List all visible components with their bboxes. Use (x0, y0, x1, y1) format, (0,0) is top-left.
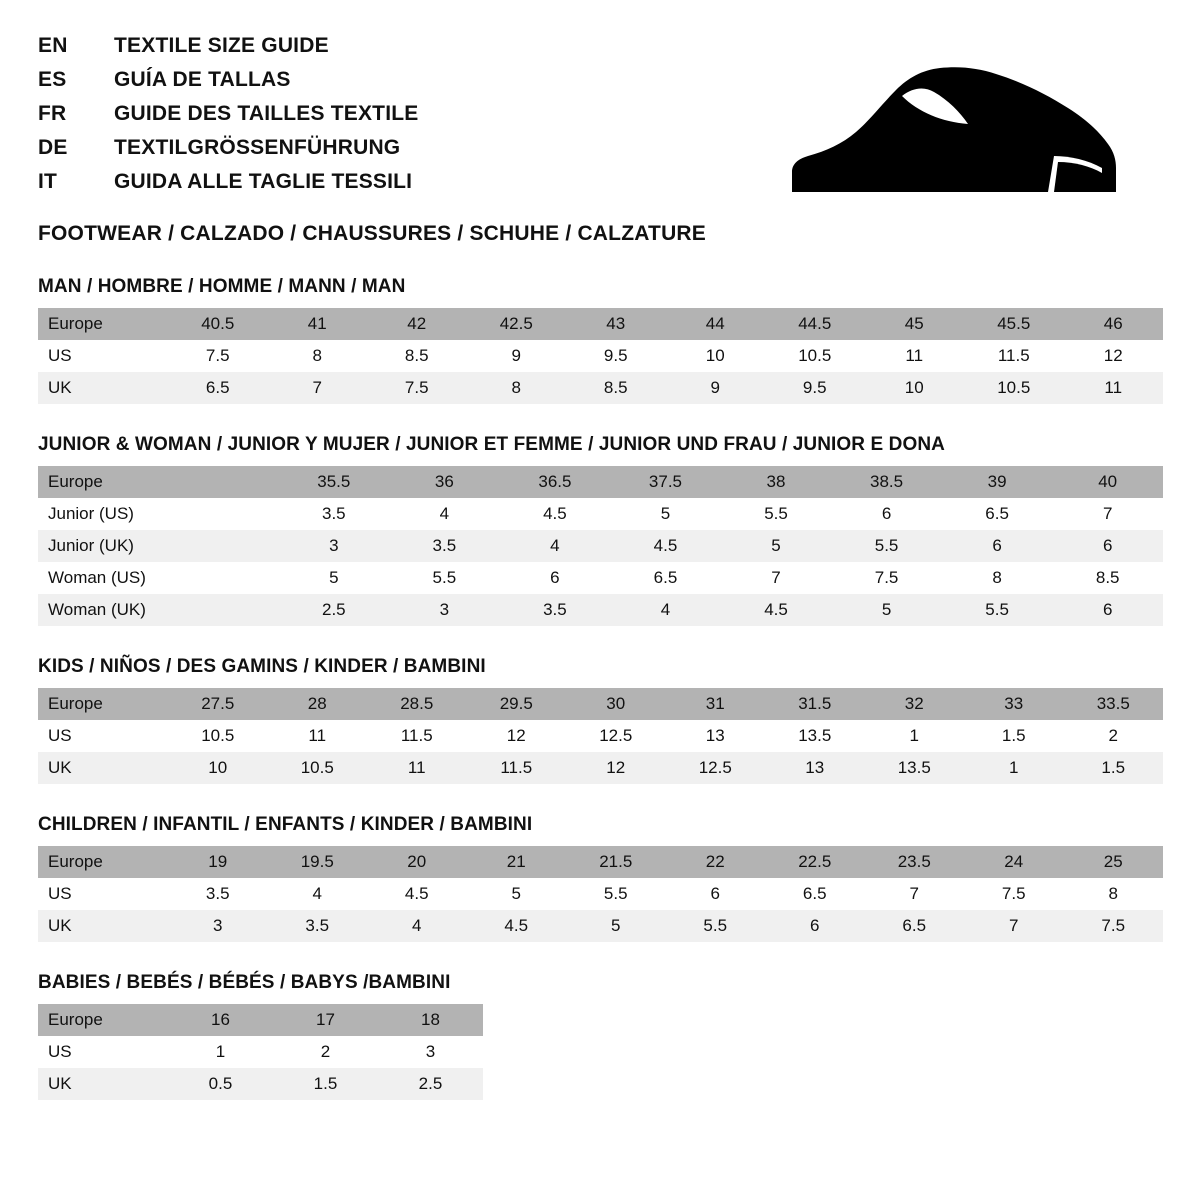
cell: 5.5 (566, 878, 666, 910)
cell: 6.5 (168, 372, 268, 404)
cell: 9 (467, 340, 567, 372)
cell: 4 (268, 878, 368, 910)
cell: 36.5 (500, 466, 611, 498)
cell: 39 (942, 466, 1053, 498)
cell: 12.5 (666, 752, 766, 784)
language-title-list (38, 34, 418, 204)
row-label: Woman (UK) (38, 594, 168, 626)
cell: 9.5 (566, 340, 666, 372)
cell: 7.5 (168, 340, 268, 372)
table-row (38, 878, 1163, 910)
cell: 45 (865, 308, 965, 340)
cell: 17 (273, 1004, 378, 1036)
language-row-de (38, 136, 418, 170)
cell: 43 (566, 308, 666, 340)
row-label: UK (38, 1068, 168, 1100)
cell: 22.5 (765, 846, 865, 878)
cell: 3 (378, 1036, 483, 1068)
cell: 24 (964, 846, 1064, 878)
cell: 44.5 (765, 308, 865, 340)
cell: 4.5 (721, 594, 832, 626)
language-code: EN (38, 34, 68, 57)
cell: 5.5 (666, 910, 766, 942)
language-row-en (38, 34, 418, 68)
cell: 10.5 (964, 372, 1064, 404)
language-code: DE (38, 136, 68, 159)
cell (168, 466, 279, 498)
cell (168, 562, 279, 594)
cell: 7.5 (831, 562, 942, 594)
cell: 40.5 (168, 308, 268, 340)
cell: 3.5 (168, 878, 268, 910)
cell: 5.5 (942, 594, 1053, 626)
cell: 8 (268, 340, 368, 372)
cell: 7.5 (964, 878, 1064, 910)
cell: 13.5 (765, 720, 865, 752)
cell: 5 (566, 910, 666, 942)
cell: 38 (721, 466, 832, 498)
cell: 10.5 (168, 720, 268, 752)
table-row (38, 530, 1163, 562)
cell: 3.5 (279, 498, 390, 530)
cell: 20 (367, 846, 467, 878)
table-row (38, 688, 1163, 720)
row-label: Europe (38, 466, 168, 498)
language-row-es (38, 68, 418, 102)
cell: 6 (1052, 530, 1163, 562)
cell: 7 (721, 562, 832, 594)
cell: 33.5 (1064, 688, 1164, 720)
group-title: MAN / HOMBRE / HOMME / MANN / MAN (38, 276, 406, 297)
group-title: JUNIOR & WOMAN / JUNIOR Y MUJER / JUNIOR ET FEMME / JUNIOR UND FRAU / JUNIOR E DONA (38, 434, 946, 455)
cell: 7 (268, 372, 368, 404)
table-row (38, 340, 1163, 372)
cell: 28 (268, 688, 368, 720)
language-title: TEXTILE SIZE GUIDE (114, 34, 329, 57)
row-label: US (38, 720, 168, 752)
cell: 30 (566, 688, 666, 720)
row-label: UK (38, 372, 168, 404)
cell: 23.5 (865, 846, 965, 878)
cell: 8.5 (367, 340, 467, 372)
cell: 42.5 (467, 308, 567, 340)
cell: 4.5 (367, 878, 467, 910)
cell: 4.5 (500, 498, 611, 530)
cell: 1 (168, 1036, 273, 1068)
table-row (38, 752, 1163, 784)
cell: 0.5 (168, 1068, 273, 1100)
cell: 46 (1064, 308, 1164, 340)
cell: 29.5 (467, 688, 567, 720)
cell: 8.5 (1052, 562, 1163, 594)
language-title: TEXTILGRÖSSENFÜHRUNG (114, 136, 401, 159)
cell: 12.5 (566, 720, 666, 752)
size-table-junior-woman (38, 466, 1163, 626)
row-label: UK (38, 752, 168, 784)
cell: 33 (964, 688, 1064, 720)
group-kids (38, 656, 1162, 784)
language-title: GUIDA ALLE TAGLIE TESSILI (114, 170, 413, 193)
row-label: Europe (38, 688, 168, 720)
page-header (38, 34, 1162, 204)
group-title: KIDS / NIÑOS / DES GAMINS / KINDER / BAMBINI (38, 656, 486, 677)
cell: 8 (1064, 878, 1164, 910)
cell: 21 (467, 846, 567, 878)
cell: 45.5 (964, 308, 1064, 340)
cell: 6.5 (865, 910, 965, 942)
cell: 1 (964, 752, 1064, 784)
row-label: US (38, 340, 168, 372)
cell: 4 (389, 498, 500, 530)
cell: 36 (389, 466, 500, 498)
cell: 12 (1064, 340, 1164, 372)
cell: 3.5 (268, 910, 368, 942)
cell: 8.5 (566, 372, 666, 404)
cell: 8 (467, 372, 567, 404)
cell: 5 (721, 530, 832, 562)
size-table-children (38, 846, 1163, 942)
cell: 13 (666, 720, 766, 752)
cell (168, 498, 279, 530)
cell: 31.5 (765, 688, 865, 720)
cell: 6 (1052, 594, 1163, 626)
cell: 5 (467, 878, 567, 910)
cell: 22 (666, 846, 766, 878)
cell: 21.5 (566, 846, 666, 878)
cell: 11.5 (367, 720, 467, 752)
cell: 2.5 (378, 1068, 483, 1100)
table-row (38, 1004, 483, 1036)
cell: 41 (268, 308, 368, 340)
table-row (38, 308, 1163, 340)
table-row (38, 846, 1163, 878)
cell: 8 (942, 562, 1053, 594)
cell: 11.5 (964, 340, 1064, 372)
cell: 7.5 (367, 372, 467, 404)
cell: 12 (566, 752, 666, 784)
cell: 4 (367, 910, 467, 942)
row-label: Europe (38, 308, 168, 340)
shoe-illustration (772, 60, 1132, 200)
cell: 2.5 (279, 594, 390, 626)
cell: 13 (765, 752, 865, 784)
table-row (38, 372, 1163, 404)
cell: 4 (610, 594, 721, 626)
row-label: Junior (UK) (38, 530, 168, 562)
table-row (38, 466, 1163, 498)
cell: 28.5 (367, 688, 467, 720)
cell: 6.5 (942, 498, 1053, 530)
cell: 10.5 (268, 752, 368, 784)
table-row (38, 910, 1163, 942)
group-children (38, 814, 1162, 942)
cell: 42 (367, 308, 467, 340)
cell: 25 (1064, 846, 1164, 878)
cell: 12 (467, 720, 567, 752)
cell: 4.5 (467, 910, 567, 942)
cell: 2 (1064, 720, 1164, 752)
cell: 40 (1052, 466, 1163, 498)
cell: 1.5 (273, 1068, 378, 1100)
cell: 3 (168, 910, 268, 942)
cell (168, 530, 279, 562)
group-babies (38, 972, 1162, 1100)
cell: 27.5 (168, 688, 268, 720)
table-row (38, 1036, 483, 1068)
cell: 11.5 (467, 752, 567, 784)
cell: 5.5 (721, 498, 832, 530)
cell: 5.5 (389, 562, 500, 594)
cell (168, 594, 279, 626)
size-table-babies (38, 1004, 483, 1100)
cell: 19 (168, 846, 268, 878)
cell: 3 (279, 530, 390, 562)
cell: 7 (865, 878, 965, 910)
size-table-kids (38, 688, 1163, 784)
cell: 35.5 (279, 466, 390, 498)
cell: 10 (865, 372, 965, 404)
cell: 11 (1064, 372, 1164, 404)
row-label: US (38, 878, 168, 910)
table-row (38, 720, 1163, 752)
cell: 9.5 (765, 372, 865, 404)
cell: 3.5 (389, 530, 500, 562)
cell: 4 (500, 530, 611, 562)
cell: 37.5 (610, 466, 721, 498)
language-code: IT (38, 170, 58, 193)
table-row (38, 562, 1163, 594)
cell: 5 (279, 562, 390, 594)
cell: 5 (610, 498, 721, 530)
row-label: US (38, 1036, 168, 1068)
table-row (38, 498, 1163, 530)
language-code: FR (38, 102, 67, 125)
cell: 6 (500, 562, 611, 594)
group-man (38, 276, 1162, 404)
cell: 19.5 (268, 846, 368, 878)
cell: 7 (1052, 498, 1163, 530)
cell: 7.5 (1064, 910, 1164, 942)
row-label: Junior (US) (38, 498, 168, 530)
cell: 38.5 (831, 466, 942, 498)
cell: 7 (964, 910, 1064, 942)
row-label: Europe (38, 1004, 168, 1036)
group-title: CHILDREN / INFANTIL / ENFANTS / KINDER / BAMBINI (38, 814, 533, 835)
row-label: Europe (38, 846, 168, 878)
row-label: Woman (US) (38, 562, 168, 594)
cell: 16 (168, 1004, 273, 1036)
cell: 1.5 (1064, 752, 1164, 784)
cell: 1.5 (964, 720, 1064, 752)
cell: 3.5 (500, 594, 611, 626)
size-table-man (38, 308, 1163, 404)
cell: 6 (942, 530, 1053, 562)
cell: 6 (831, 498, 942, 530)
cell: 11 (268, 720, 368, 752)
cell: 4.5 (610, 530, 721, 562)
language-code: ES (38, 68, 67, 91)
language-title: GUIDE DES TAILLES TEXTILE (114, 102, 419, 125)
cell: 5 (831, 594, 942, 626)
cell: 13.5 (865, 752, 965, 784)
cell: 9 (666, 372, 766, 404)
cell: 18 (378, 1004, 483, 1036)
cell: 2 (273, 1036, 378, 1068)
cell: 44 (666, 308, 766, 340)
table-row (38, 594, 1163, 626)
language-row-fr (38, 102, 418, 136)
cell: 6 (765, 910, 865, 942)
row-label: UK (38, 910, 168, 942)
cell: 6.5 (610, 562, 721, 594)
cell: 10 (168, 752, 268, 784)
table-row (38, 1068, 483, 1100)
cell: 10.5 (765, 340, 865, 372)
cell: 6 (666, 878, 766, 910)
cell: 11 (865, 340, 965, 372)
cell: 3 (389, 594, 500, 626)
group-junior-woman (38, 434, 1162, 626)
cell: 11 (367, 752, 467, 784)
cell: 10 (666, 340, 766, 372)
cell: 6.5 (765, 878, 865, 910)
group-title: BABIES / BEBÉS / BÉBÉS / BABYS /BAMBINI (38, 972, 451, 993)
language-title: GUÍA DE TALLAS (114, 68, 291, 91)
language-row-it (38, 170, 418, 204)
cell: 32 (865, 688, 965, 720)
cell: 5.5 (831, 530, 942, 562)
cell: 31 (666, 688, 766, 720)
cell: 1 (865, 720, 965, 752)
category-title: FOOTWEAR / CALZADO / CHAUSSURES / SCHUHE / CALZATURE (38, 222, 707, 245)
